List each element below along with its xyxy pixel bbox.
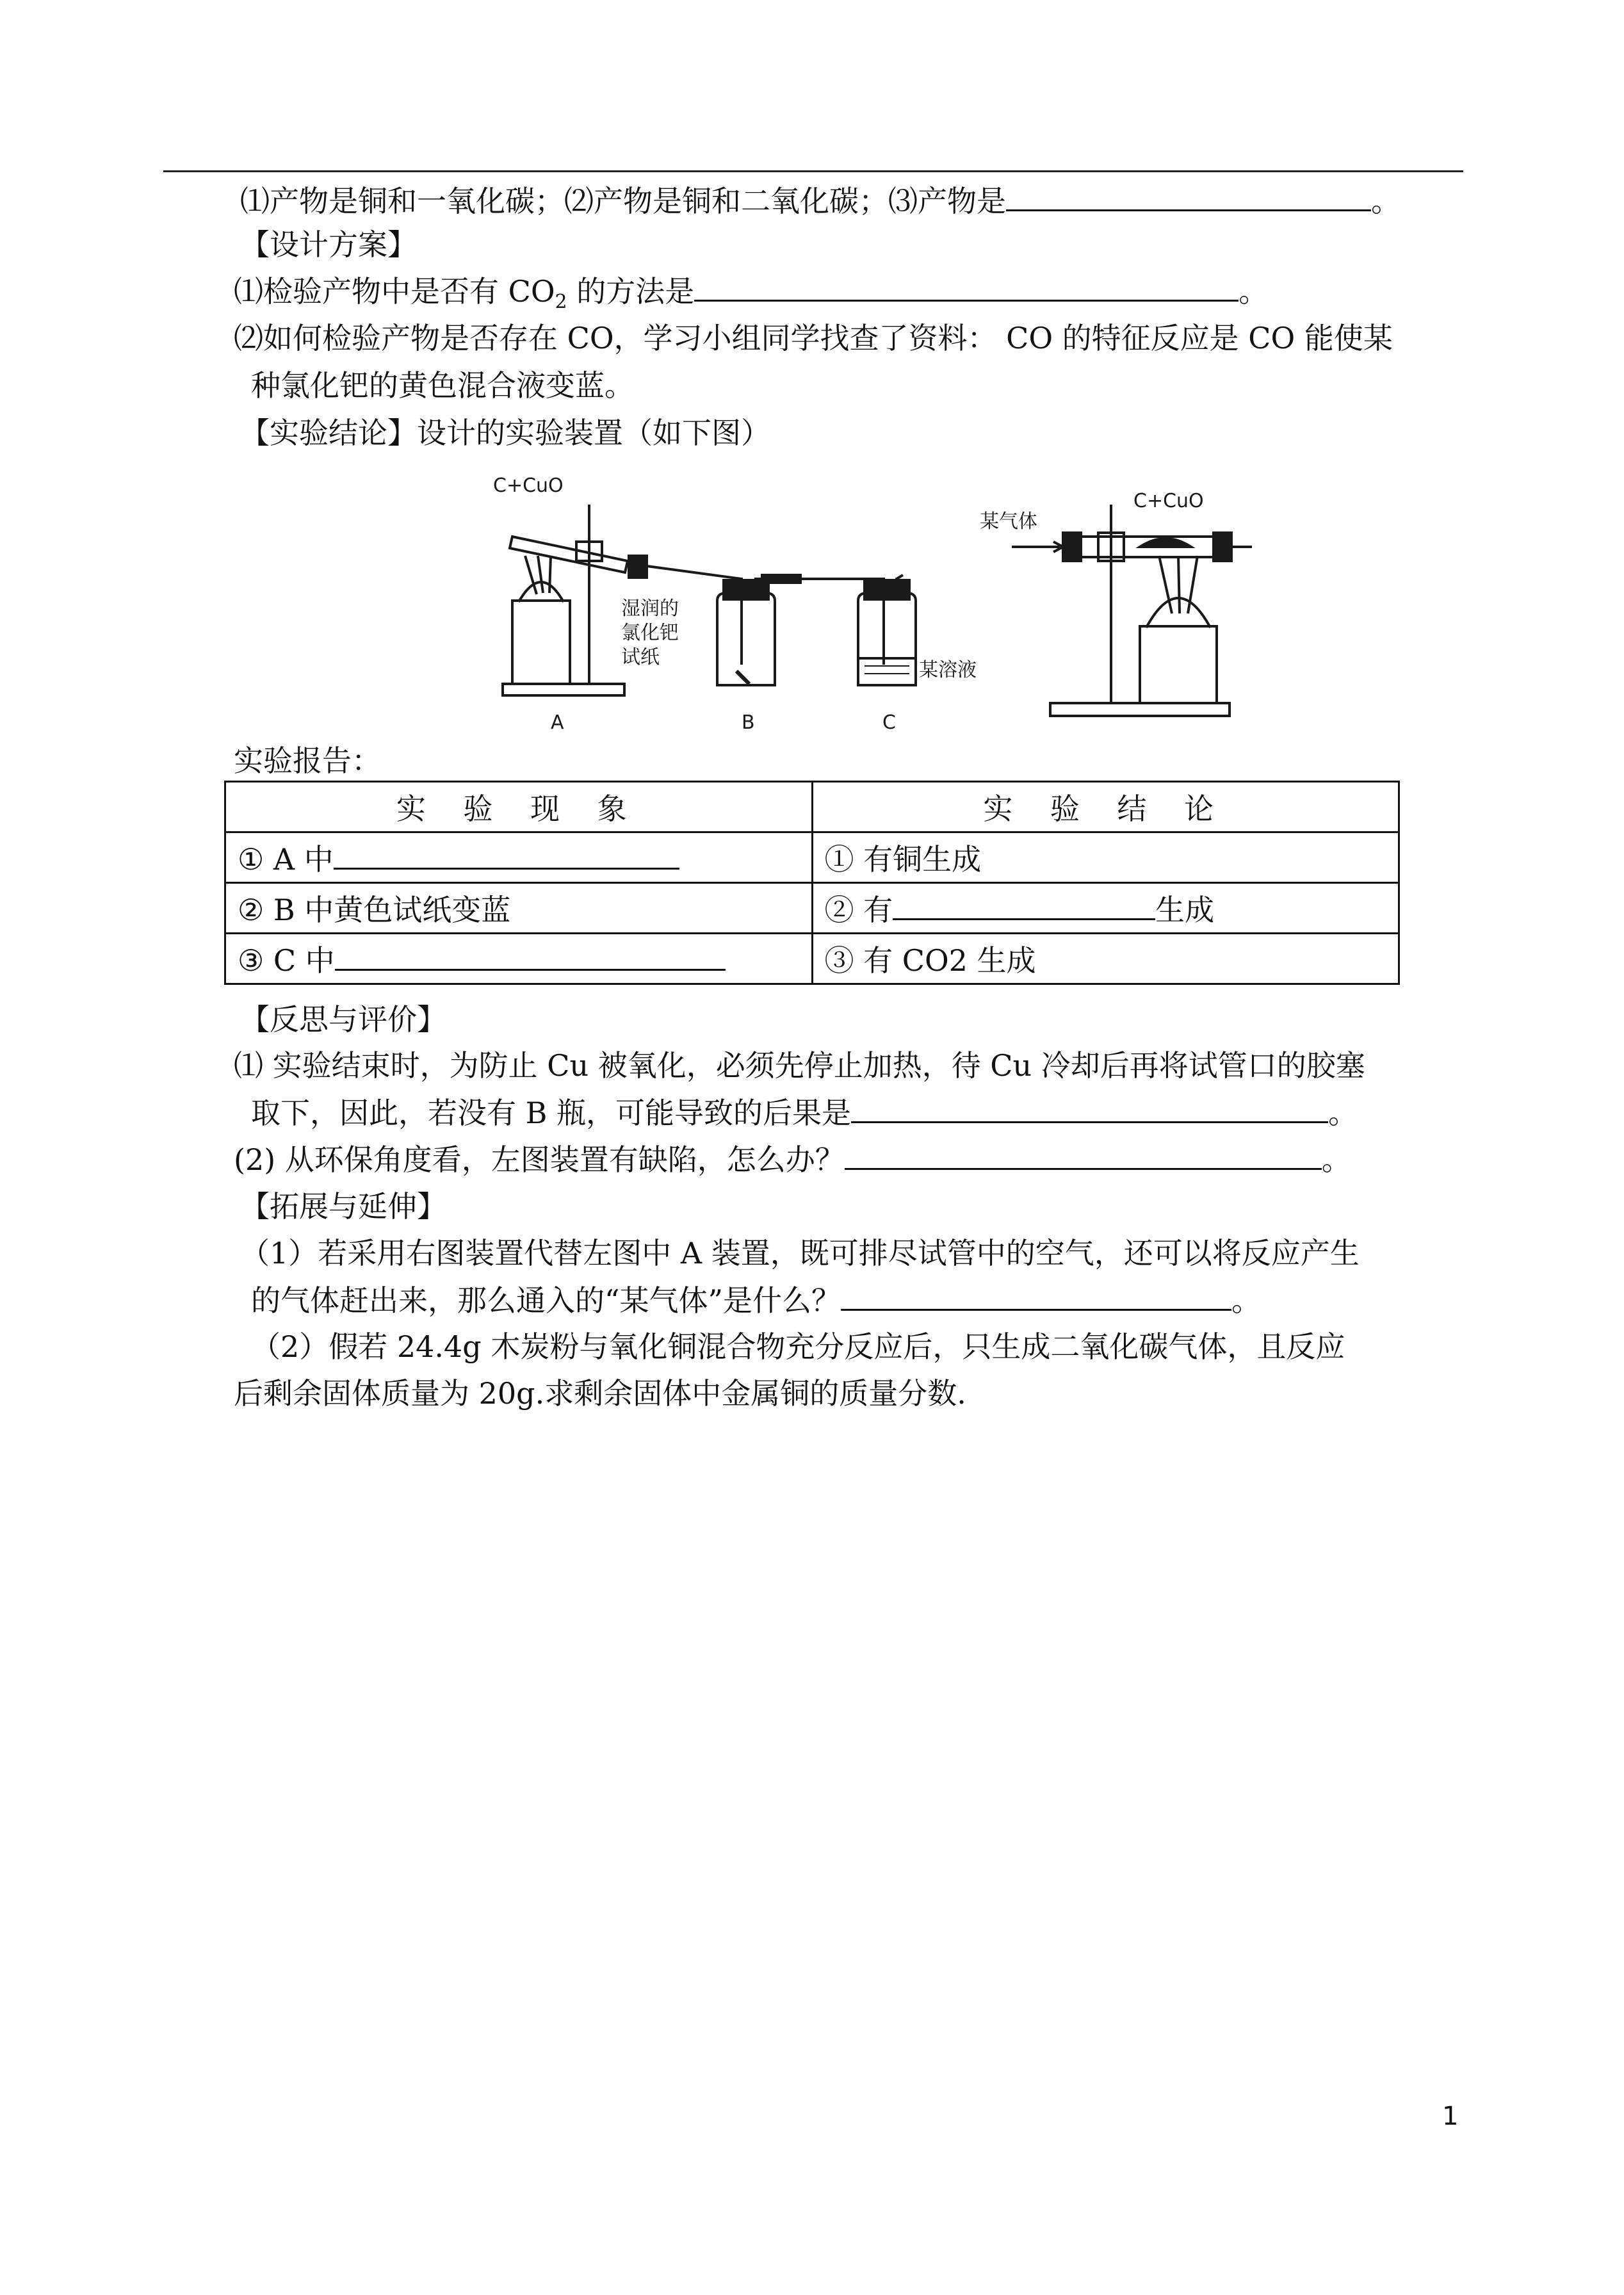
label-solution: 某溶液 [919, 659, 977, 681]
bottle-c [858, 593, 916, 685]
reflection-heading: 【反思与评价】 [240, 1002, 446, 1037]
stopper-a [629, 556, 647, 578]
header-rule [163, 170, 1463, 172]
extension-q2-line1: （2）假若 24.4g 木炭粉与氧化铜混合物充分反应后，只生成二氧化碳气体，且反应 [251, 1329, 1345, 1364]
table-row [225, 782, 1399, 832]
label-b: B [742, 711, 755, 734]
heater-block-right [1140, 626, 1217, 703]
hypothesis-line: ⑴产物是铜和一氧化碳；⑵产物是铜和二氧化碳；⑶产物是 。 [240, 181, 1401, 220]
answer-blank[interactable] [694, 272, 1238, 302]
report-table [224, 781, 1400, 985]
design-item-2-line2: 种氯化钯的黄色混合液变蓝。 [251, 368, 634, 403]
bottle-b [717, 593, 775, 685]
apparatus-figure [487, 466, 1255, 748]
hypothesis-text: ⑴产物是铜和一氧化碳；⑵产物是铜和二氧化碳；⑶产物是 [240, 184, 1006, 218]
header-phenomenon: 实 验 现 象 [225, 782, 813, 832]
conclusion-cell: ② 有 生成 [812, 883, 1399, 934]
answer-blank[interactable] [335, 941, 726, 971]
phenomenon-cell: ② B 中黄色试纸变蓝 [225, 883, 813, 934]
answer-blank[interactable] [893, 890, 1155, 920]
conclusion-heading: 【实验结论】设计的实验装置（如下图） [240, 416, 770, 450]
answer-blank[interactable] [851, 1093, 1328, 1123]
page-number: 1 [1442, 2102, 1459, 2131]
stand-base-right [1050, 703, 1230, 716]
heater-block-a [512, 601, 570, 684]
design-heading: 【设计方案】 [240, 227, 417, 262]
design-item-1: ⑴检验产物中是否有 $CO_2$ 的方法是 。 [234, 272, 1268, 321]
answer-blank[interactable] [334, 839, 679, 870]
table-row [225, 934, 1399, 984]
label-paper-3: 试纸 [621, 646, 660, 669]
extension-q1-line1: （1）若采用右图装置代替左图中 A 装置，既可排尽试管中的空气，还可以将反应产生 [240, 1236, 1360, 1270]
label-ccuo-right: C+CuO [1133, 490, 1204, 512]
phenomenon-cell: ① A 中 [225, 832, 813, 883]
label-ccuo-left: C+CuO [493, 474, 564, 497]
label-a: A [551, 711, 564, 734]
header-conclusion: 实 验 结 论 [812, 782, 1399, 832]
label-paper-1: 湿润的 [621, 597, 679, 620]
extension-heading: 【拓展与延伸】 [240, 1189, 446, 1224]
table-row [225, 832, 1399, 883]
label-gas: 某气体 [980, 510, 1037, 533]
extension-q2-line2: 后剩余固体质量为 20g.求剩余固体中金属铜的质量分数. [234, 1376, 966, 1411]
conclusion-cell: ① 有铜生成 [812, 832, 1399, 883]
answer-blank[interactable] [845, 1140, 1322, 1170]
conclusion-cell: ③ 有 CO2 生成 [812, 934, 1399, 984]
stand-base-a [503, 684, 624, 695]
reflection-q1-line1: ⑴ 实验结束时，为防止 Cu 被氧化，必须先停止加热，待 Cu 冷却后再将试管口的胶塞 [234, 1048, 1365, 1083]
reflection-q2: (2) 从环保角度看，左图装置有缺陷，怎么办？ 。 [234, 1140, 1351, 1179]
design-item-2-line1: ⑵如何检验产物是否存在 CO，学习小组同学找查了资料： CO 的特征反应是 CO 能使某 [234, 321, 1393, 355]
answer-blank[interactable] [841, 1281, 1231, 1311]
phenomenon-cell: ③ C 中 [225, 934, 813, 984]
stopper-b [724, 580, 768, 599]
answer-blank[interactable] [1006, 181, 1371, 211]
report-title: 实验报告： [234, 743, 381, 778]
label-c: C [882, 711, 896, 734]
stopper-c [865, 580, 909, 599]
extension-q1-line2: 的气体赶出来，那么通入的“某气体”是什么？ 。 [251, 1281, 1261, 1320]
reflection-q1-line2: 取下，因此，若没有 B 瓶，可能导致的后果是 。 [251, 1093, 1358, 1132]
label-paper-2: 氯化钯 [621, 622, 679, 644]
table-row [225, 883, 1399, 934]
